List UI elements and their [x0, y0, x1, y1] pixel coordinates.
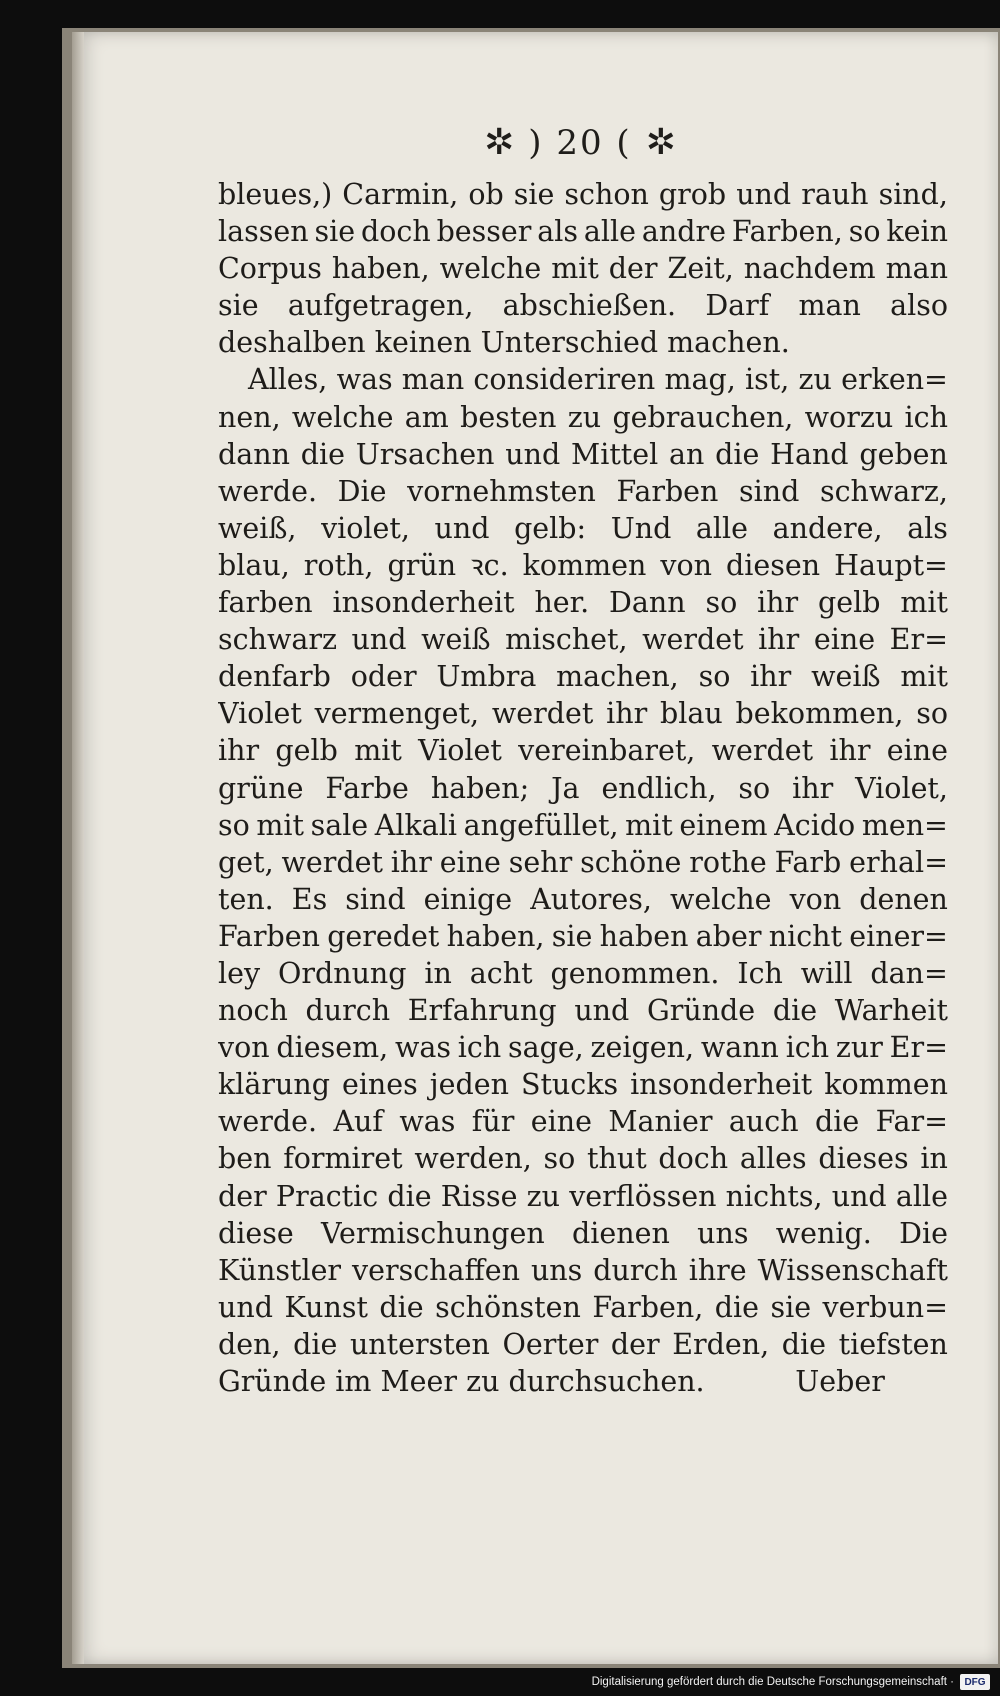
text-line: [218, 176, 948, 213]
word: thut: [587, 1142, 647, 1176]
word: denfarb: [218, 660, 331, 694]
word: alles: [739, 1142, 807, 1176]
text-line: [218, 1066, 948, 1103]
word: so: [848, 215, 881, 249]
word: ihr: [218, 734, 260, 768]
word: Dann: [609, 586, 686, 620]
word: man: [401, 363, 465, 397]
word: wann: [700, 1031, 779, 1065]
word: Ja: [551, 771, 580, 805]
text-line: [218, 881, 948, 918]
credit-text: Digitalisierung gefördert durch die Deutsche Forschungsgemeinschaft ·: [591, 1676, 954, 1688]
word: nen,: [218, 400, 281, 434]
word: die: [379, 1290, 424, 1324]
word: Er=: [889, 623, 948, 657]
word: Es: [291, 882, 328, 916]
word: zu: [526, 1179, 561, 1213]
digitization-credit: [592, 1672, 990, 1692]
word: verflössen: [569, 1179, 717, 1213]
word: vermenget,: [314, 697, 480, 731]
word: sehr: [508, 845, 573, 879]
text-line: [218, 1326, 948, 1363]
word: an: [668, 437, 705, 471]
word: ich: [785, 1031, 830, 1065]
word: einige: [423, 882, 513, 916]
word: Alles,: [248, 363, 328, 397]
word: welche: [439, 252, 542, 286]
word: dieses: [818, 1142, 909, 1176]
text-line: [218, 436, 948, 473]
page-number: ) 20 (: [528, 123, 632, 163]
word: werde.: [218, 1105, 318, 1139]
word: die: [714, 1290, 759, 1324]
word: grüne: [218, 771, 304, 805]
text-line: [218, 510, 948, 547]
word: mischet,: [505, 623, 628, 657]
word: von: [789, 882, 842, 916]
word: get,: [218, 845, 274, 879]
word: Warheit: [834, 994, 948, 1028]
word: in: [424, 956, 452, 990]
word: besser: [436, 215, 532, 249]
word: bekommen,: [735, 697, 904, 731]
word: Acido: [774, 808, 856, 842]
word: angefüllet,: [463, 808, 619, 842]
word: farben: [218, 586, 313, 620]
word: sale: [310, 808, 369, 842]
word: also: [890, 289, 948, 323]
word: Corpus: [218, 252, 322, 286]
word: Violet,: [855, 771, 948, 805]
text-line: [218, 361, 948, 398]
text-line: [218, 250, 948, 287]
word: uns: [697, 1216, 749, 1250]
word: Zeit,: [667, 252, 734, 286]
word: Farbe: [325, 771, 409, 805]
word: ihr: [829, 734, 871, 768]
word: ihr: [390, 845, 432, 879]
word: Mittel: [571, 437, 659, 471]
word: doch: [360, 215, 431, 249]
word: werden,: [414, 1142, 532, 1176]
word: ꝛc.: [470, 548, 509, 582]
word: haben,: [331, 252, 430, 286]
word: durch: [305, 994, 391, 1028]
word: zur: [835, 1031, 883, 1065]
text-line: [218, 1178, 948, 1215]
text-line: [218, 1215, 948, 1252]
word: nicht: [768, 919, 842, 953]
word: Farben: [616, 474, 719, 508]
word: für: [471, 1105, 515, 1139]
word: diesem,: [276, 1031, 389, 1065]
word: als: [907, 511, 948, 545]
word: mit: [900, 660, 948, 694]
word: so: [698, 660, 731, 694]
word: gelb: [275, 734, 338, 768]
word: schöne: [580, 845, 682, 879]
word: bleues,): [218, 178, 333, 211]
word: eine: [813, 623, 876, 657]
word: lassen: [218, 215, 309, 249]
word: mit: [900, 586, 948, 620]
text-line: [218, 213, 948, 250]
word: und: [351, 623, 407, 657]
word: ley: [218, 956, 261, 990]
word: Autores,: [530, 882, 652, 916]
word: Darf: [705, 289, 770, 323]
word: Ursachen: [355, 437, 495, 471]
word: blau,: [218, 548, 290, 582]
word: was: [336, 363, 393, 397]
word: eine: [439, 845, 501, 879]
word: geben: [859, 437, 948, 471]
word: von: [218, 1031, 270, 1065]
word: Practic: [275, 1179, 379, 1213]
word: doch: [658, 1142, 729, 1176]
word: was: [394, 1031, 451, 1065]
word: Farben,: [592, 1290, 704, 1324]
word: worzu: [804, 400, 894, 434]
word: ten.: [218, 882, 274, 916]
word: besten: [460, 400, 557, 434]
word: sie: [314, 215, 356, 249]
word: und: [831, 1179, 887, 1213]
word: Ich: [737, 956, 783, 990]
word: auch: [728, 1105, 799, 1139]
text-line: [218, 1289, 948, 1326]
word: grün: [387, 548, 457, 582]
word: so: [543, 1142, 576, 1176]
word: endlich,: [601, 771, 717, 805]
word: mit: [256, 808, 304, 842]
word: die: [781, 1327, 827, 1361]
text-line: [218, 807, 948, 844]
word: men=: [861, 808, 948, 842]
word: weiß: [421, 623, 491, 657]
page-gutter: [72, 32, 84, 1664]
word: blau: [660, 697, 723, 731]
word: durch: [593, 1253, 678, 1287]
word: andere,: [772, 511, 883, 545]
word: ihr: [750, 660, 792, 694]
text-line: [218, 770, 948, 807]
word: geredet: [327, 919, 440, 953]
word: Und: [610, 511, 672, 545]
word: Vermischungen: [321, 1216, 545, 1250]
word: mit: [354, 734, 402, 768]
text-line: [218, 399, 948, 436]
word: Erfahrung: [407, 994, 557, 1028]
word: abschießen.: [502, 289, 677, 323]
word: gelb: [818, 586, 881, 620]
word: nachdem: [743, 252, 876, 286]
text-line: [218, 621, 948, 658]
word: werdet: [711, 734, 814, 768]
text-line: [218, 1029, 948, 1066]
word: wenig.: [775, 1216, 872, 1250]
text-line: [218, 844, 948, 881]
word: so: [916, 697, 948, 731]
word: genommen.: [550, 956, 720, 990]
word: Die: [899, 1216, 948, 1250]
word: her.: [534, 586, 590, 620]
word: violet,: [321, 511, 410, 545]
word: werdet: [491, 697, 594, 731]
word: Violet: [418, 734, 502, 768]
word: werdet: [642, 623, 744, 657]
word: oder: [350, 660, 417, 694]
word: mit: [625, 808, 673, 842]
word: als: [537, 215, 579, 249]
word: man: [885, 252, 948, 286]
word: denen: [859, 882, 948, 916]
text-line: [218, 918, 948, 955]
word: Kunst: [284, 1290, 368, 1324]
word: insonderheit: [332, 586, 515, 620]
word: verschaffen: [352, 1253, 520, 1287]
word: Künstler: [218, 1253, 342, 1287]
word: was: [399, 1105, 456, 1139]
word: ihr: [758, 623, 800, 657]
word: werde.: [218, 474, 318, 508]
word: erhal=: [849, 845, 948, 879]
word: ihre: [688, 1253, 747, 1287]
word: roth,: [303, 548, 374, 582]
word: schönsten: [435, 1290, 581, 1324]
word: vereinbaret,: [518, 734, 696, 768]
word: gebrauchen,: [612, 400, 794, 434]
word: Auf: [333, 1105, 383, 1139]
word: aber: [695, 919, 762, 953]
text-line: [218, 287, 948, 324]
word: Farben,: [731, 215, 843, 249]
word: die: [293, 1327, 338, 1361]
word: die: [715, 437, 760, 471]
text-line: Gründe im Meer zu durchsuchen. Ueber: [218, 1365, 885, 1398]
word: Er=: [889, 1031, 948, 1065]
word: acht: [469, 956, 533, 990]
word: in: [920, 1142, 948, 1176]
word: gelb:: [514, 511, 587, 545]
word: einem: [679, 808, 768, 842]
word: diese: [218, 1216, 294, 1250]
word: am: [404, 400, 449, 434]
word: schwarz,: [819, 474, 948, 508]
word: Wissenschaft: [757, 1253, 948, 1287]
word: haben: [599, 919, 689, 953]
word: Umbra: [436, 660, 537, 694]
word: kommen: [824, 1068, 948, 1102]
word: Erden,: [672, 1327, 770, 1361]
word: nichts,: [725, 1179, 823, 1213]
word: so: [705, 586, 738, 620]
page-body-text: [218, 176, 948, 1400]
word: alle: [695, 511, 749, 545]
word: die: [300, 437, 345, 471]
text-line: [218, 584, 948, 621]
text-line: [218, 1252, 948, 1289]
word: jeden: [429, 1068, 509, 1102]
word: Die: [337, 474, 387, 508]
word: schwarz: [218, 623, 337, 657]
word: kein: [886, 215, 948, 249]
word: haben,: [446, 919, 545, 953]
word: dienen: [572, 1216, 670, 1250]
dfg-logo: DFG: [960, 1674, 990, 1690]
word: die: [772, 994, 818, 1028]
word: ihr: [757, 586, 799, 620]
word: formiret: [283, 1142, 403, 1176]
text-line: deshalben keinen Unterschied machen.: [218, 326, 790, 360]
word: Far=: [875, 1105, 948, 1139]
word: und: [434, 511, 490, 545]
word: sie: [770, 1290, 812, 1324]
word: zeigen,: [590, 1031, 695, 1065]
word: ben: [218, 1142, 272, 1176]
word: und: [505, 437, 561, 471]
word: vornehmsten: [407, 474, 596, 508]
word: weiß,: [218, 511, 297, 545]
word: grob: [658, 178, 727, 211]
text-line: [218, 732, 948, 769]
word: der: [610, 1327, 660, 1361]
word: alle: [583, 215, 636, 249]
word: will: [800, 956, 853, 990]
word: consideriren: [473, 363, 656, 397]
word: den,: [218, 1327, 281, 1361]
word: verbun=: [822, 1290, 948, 1324]
word: einer=: [849, 919, 948, 953]
word: alle: [895, 1179, 948, 1213]
word: noch: [218, 994, 288, 1028]
word: Stucks: [520, 1068, 619, 1102]
word: tiefsten: [838, 1327, 948, 1361]
word: der: [608, 252, 658, 286]
word: Risse: [440, 1179, 518, 1213]
word: machen,: [556, 660, 679, 694]
word: man: [798, 289, 861, 323]
text-line: [218, 992, 948, 1029]
word: dann: [218, 437, 290, 471]
word: die: [814, 1105, 860, 1139]
word: so: [738, 771, 771, 805]
word: rothe: [689, 845, 767, 879]
word: Ordnung: [277, 956, 407, 990]
word: dan=: [870, 956, 948, 990]
word: und: [218, 1290, 273, 1324]
word: welche: [669, 882, 772, 916]
word: eine: [530, 1105, 592, 1139]
word: schon: [564, 178, 649, 211]
word: Oerter: [502, 1327, 599, 1361]
right-ornament-icon: ✲: [645, 122, 676, 163]
page-header: [450, 120, 710, 166]
word: Farben: [218, 919, 320, 953]
word: eines: [341, 1068, 418, 1102]
word: sind,: [878, 178, 948, 211]
word: Carmin,: [342, 178, 459, 211]
word: und: [574, 994, 630, 1028]
word: und: [736, 178, 792, 211]
text-line: [218, 955, 948, 992]
word: rauh: [801, 178, 869, 211]
word: sage,: [507, 1031, 584, 1065]
word: ich: [904, 400, 948, 434]
word: untersten: [349, 1327, 490, 1361]
word: weiß: [811, 660, 881, 694]
text-line: [218, 547, 948, 584]
word: so: [218, 808, 250, 842]
word: ob: [468, 178, 504, 211]
word: Alkali: [374, 808, 457, 842]
word: kommen: [522, 548, 647, 582]
word: haben;: [430, 771, 530, 805]
word: zu: [567, 400, 602, 434]
word: eine: [886, 734, 948, 768]
word: erken=: [841, 363, 948, 397]
word: sie: [513, 178, 555, 211]
word: sind: [345, 882, 406, 916]
word: uns: [530, 1253, 583, 1287]
word: der: [218, 1179, 267, 1213]
word: von: [660, 548, 713, 582]
left-ornament-icon: ✲: [484, 122, 515, 163]
word: werdet: [281, 845, 383, 879]
word: ist,: [745, 363, 790, 397]
word: insonderheit: [630, 1068, 813, 1102]
word: diesen: [726, 548, 821, 582]
word: andre: [641, 215, 726, 249]
text-line: [218, 658, 948, 695]
word: ihr: [792, 771, 834, 805]
word: Manier: [608, 1105, 713, 1139]
word: Violet: [218, 697, 302, 731]
word: Farb: [774, 845, 842, 879]
word: mit: [551, 252, 599, 286]
word: ihr: [606, 697, 648, 731]
word: mag,: [664, 363, 736, 397]
text-line: [218, 695, 948, 732]
word: die: [387, 1179, 432, 1213]
word: sie: [551, 919, 593, 953]
word: Haupt=: [834, 548, 948, 582]
text-line: [218, 1103, 948, 1140]
word: sie: [218, 289, 259, 323]
word: ich: [457, 1031, 502, 1065]
word: zu: [798, 363, 832, 397]
word: welche: [291, 400, 394, 434]
word: aufgetragen,: [287, 289, 474, 323]
text-line: [218, 1140, 948, 1177]
text-line: [218, 473, 948, 510]
word: Hand: [770, 437, 849, 471]
word: sind: [739, 474, 800, 508]
word: Gründe: [646, 994, 756, 1028]
word: klärung: [218, 1068, 330, 1102]
